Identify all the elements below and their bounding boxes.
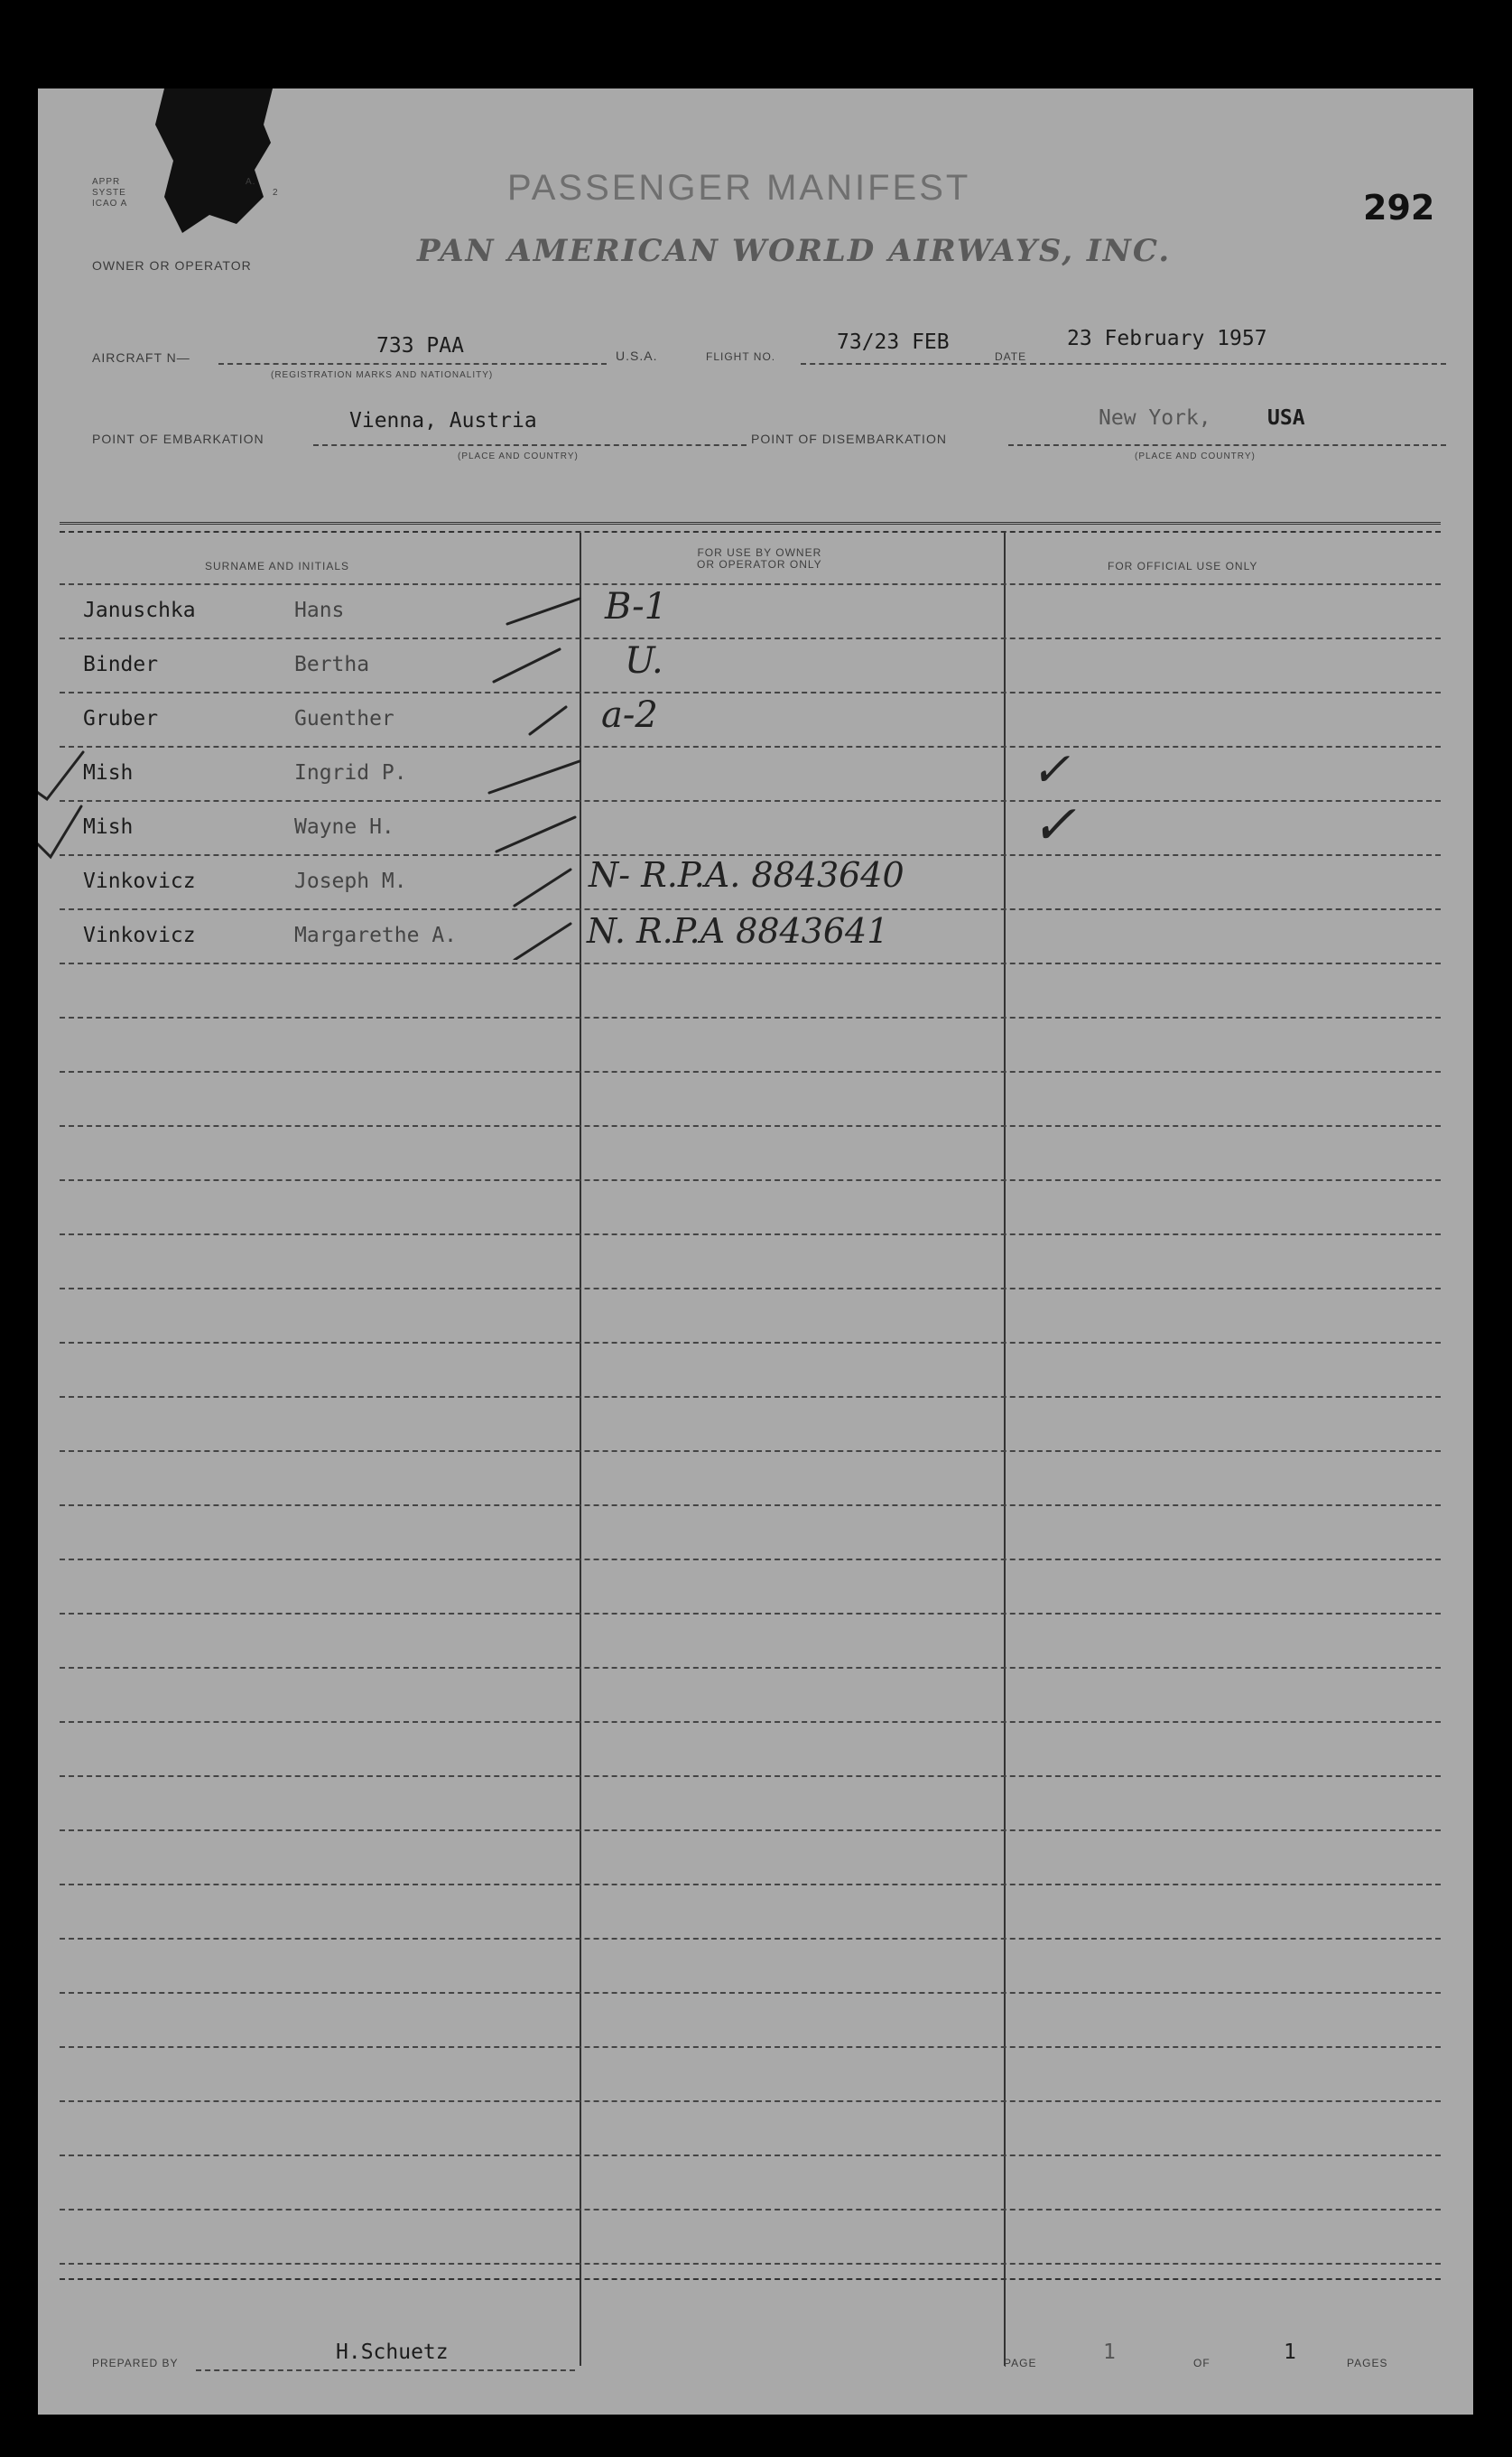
flight-label: FLIGHT NO. [706,350,776,363]
torn-corner-mark [128,88,282,242]
passenger-surname: Gruber [83,707,159,731]
ruled-line [60,1721,1441,1723]
ruled-line [60,2209,1441,2210]
of-label: OF [1193,2357,1211,2369]
date-label: DATE [995,350,1027,363]
page-value: 1 [1103,2341,1116,2364]
approval-stamp [92,177,127,209]
passenger-surname: Binder [83,653,159,676]
disembarkation-label: POINT OF DISEMBARKATION [751,432,947,446]
ruled-line [60,1342,1441,1344]
approval-stamp-right [246,177,279,199]
prepared-by-label: PREPARED BY [92,2357,179,2369]
flight-value: 73/23 FEB [837,330,950,354]
ruled-line [60,1017,1441,1019]
aircraft-label: AIRCRAFT N— [92,350,190,365]
owner-note: N. R.P.A 8843641 [587,911,889,951]
ruled-line [60,1884,1441,1885]
usa-label: U.S.A. [616,349,658,363]
ruled-line [60,2100,1441,2102]
disembarkation-underline [1008,444,1446,446]
stamp-line: A. [246,177,256,187]
flight-underline [801,363,1035,365]
ruled-line [60,1450,1441,1452]
owner-label: OWNER OR OPERATOR [92,258,252,273]
table-top-rule-1 [60,522,1441,525]
stamp-line: 2 [273,188,279,198]
footer-rule [60,2278,1441,2280]
passenger-surname: Vinkovicz [83,870,196,893]
pages-label: PAGES [1347,2357,1388,2369]
disembarkation-sublabel: (PLACE AND COUNTRY) [1135,451,1256,461]
date-underline [1031,363,1446,365]
passenger-surname: Januschka [83,599,196,622]
passenger-surname: Vinkovicz [83,924,196,947]
passenger-given-name: Ingrid P. [294,761,407,785]
date-value: 23 February 1957 [1067,327,1267,350]
ruled-line [60,1775,1441,1777]
ruled-line [60,1504,1441,1506]
surname-column-header: SURNAME AND INITIALS [205,560,350,572]
manifest-sheet [38,88,1473,2415]
aircraft-underline [218,363,607,365]
official-mark: ✓ [1031,794,1077,857]
aircraft-value: 733 PAA [376,334,464,358]
ruled-line [60,1667,1441,1669]
owner-note: N- R.P.A. 8843640 [589,855,904,895]
ruled-line [60,2046,1441,2048]
ruled-line [60,1613,1441,1615]
ruled-line [60,1179,1441,1181]
disembarkation-value: New York, [1099,406,1211,430]
official-mark: ✓ [1031,743,1071,797]
ruled-line [60,1992,1441,1994]
embarkation-label: POINT OF EMBARKATION [92,432,264,446]
aircraft-sublabel: (REGISTRATION MARKS AND NATIONALITY) [271,370,494,380]
passenger-surname: Mish [83,761,134,785]
handwritten-slash-marks [38,581,616,960]
passenger-surname: Mish [83,815,134,839]
embarkation-value: Vienna, Austria [349,409,537,433]
prepared-by-value: H.Schuetz [336,2341,449,2364]
passenger-given-name: Wayne H. [294,815,394,839]
ruled-line [60,2263,1441,2265]
official-use-column-header: FOR OFFICIAL USE ONLY [1108,560,1258,572]
ruled-line [60,1071,1441,1073]
ruled-line [60,2155,1441,2156]
page-title: PASSENGER MANIFEST [507,168,971,208]
passenger-given-name: Guenther [294,707,394,731]
owner-use-column-header: FOR USE BY OWNER OR OPERATOR ONLY [697,546,822,571]
table-top-rule-2 [60,531,1441,533]
ruled-line [60,1125,1441,1127]
owner-note: U. [625,640,663,682]
embarkation-sublabel: (PLACE AND COUNTRY) [458,451,579,461]
ruled-line [60,1288,1441,1289]
of-value: 1 [1284,2341,1296,2364]
ruled-line [60,1559,1441,1560]
passenger-given-name: Bertha [294,653,370,676]
ruled-line [60,963,1441,964]
embarkation-underline [313,444,747,446]
ruled-line [60,1938,1441,1940]
ruled-line [60,1233,1441,1235]
owner-value: PAN AMERICAN WORLD AIRWAYS, INC. [417,233,1172,269]
page-number: 292 [1363,188,1435,228]
owner-note: B-1 [605,586,668,628]
disembarkation-country: USA [1267,406,1305,430]
prepared-by-underline [196,2369,575,2371]
passenger-given-name: Joseph M. [294,870,407,893]
passenger-given-name: Hans [294,599,345,622]
owner-note: a-2 [601,694,658,736]
ruled-line [60,1829,1441,1831]
stamp-line: SYSTE [92,188,126,198]
stamp-line: ICAO A [92,199,128,209]
stamp-line: APPR [92,177,121,187]
ruled-line [60,1396,1441,1398]
passenger-given-name: Margarethe A. [294,924,458,947]
page-label: PAGE [1004,2357,1037,2369]
